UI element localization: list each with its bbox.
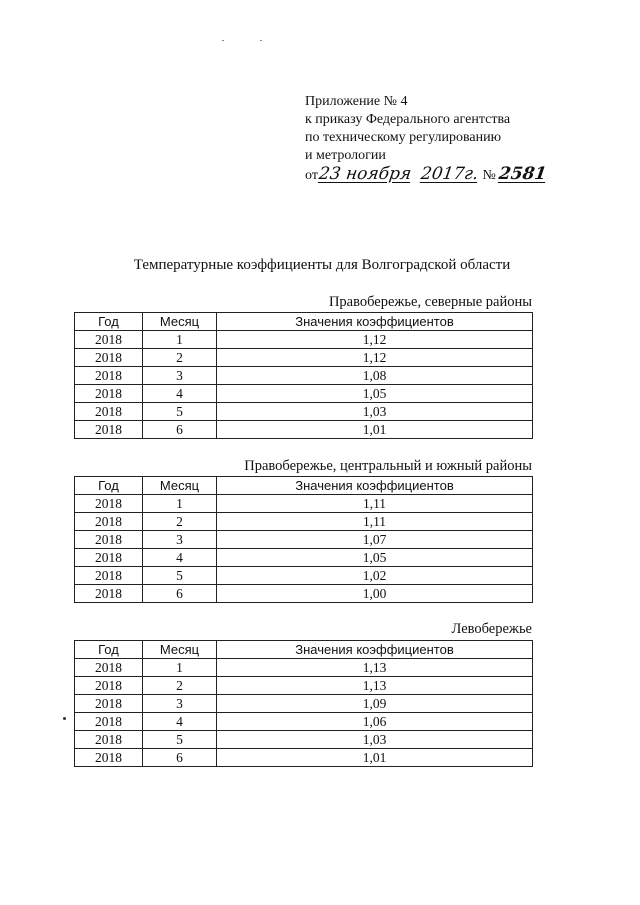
cell-year: 2018 — [75, 695, 143, 713]
table-row — [75, 421, 533, 439]
cell-value: 1,05 — [217, 385, 533, 403]
cell-year: 2018 — [75, 403, 143, 421]
cell-year: 2018 — [75, 585, 143, 603]
number-label: № — [482, 168, 496, 183]
cell-value: 1,06 — [217, 713, 533, 731]
appendix-line-3: по техническому регулированию — [305, 130, 502, 145]
cell-value: 1,03 — [217, 731, 533, 749]
header-year: Год — [75, 641, 143, 659]
table-row — [75, 531, 533, 549]
table-row — [75, 749, 533, 767]
cell-month: 6 — [143, 749, 217, 767]
header-month: Месяц — [143, 477, 217, 495]
table-row — [75, 549, 533, 567]
table-row — [75, 731, 533, 749]
header-year: Год — [75, 313, 143, 331]
cell-value: 1,13 — [217, 659, 533, 677]
cell-value: 1,03 — [217, 403, 533, 421]
section-label-north: Правобережье, северные районы — [328, 294, 532, 310]
cell-year: 2018 — [75, 731, 143, 749]
scan-speck — [260, 40, 262, 41]
cell-year: 2018 — [75, 349, 143, 367]
table-row — [75, 495, 533, 513]
cell-value: 1,09 — [217, 695, 533, 713]
cell-month: 5 — [143, 567, 217, 585]
coefficients-table-north — [74, 312, 533, 439]
section-label-left-bank: Левобережье — [451, 621, 532, 637]
scan-speck — [222, 40, 224, 41]
table-row — [75, 695, 533, 713]
cell-value: 1,12 — [217, 349, 533, 367]
table-row — [75, 403, 533, 421]
cell-year: 2018 — [75, 549, 143, 567]
cell-month: 2 — [143, 349, 217, 367]
table-row — [75, 513, 533, 531]
cell-year: 2018 — [75, 421, 143, 439]
table-row — [75, 713, 533, 731]
appendix-block — [305, 93, 546, 185]
cell-year: 2018 — [75, 331, 143, 349]
cell-value: 1,13 — [217, 677, 533, 695]
table-row — [75, 385, 533, 403]
header-month: Месяц — [143, 313, 217, 331]
header-value: Значения коэффициентов — [217, 641, 533, 659]
header-month: Месяц — [143, 641, 217, 659]
cell-month: 2 — [143, 677, 217, 695]
cell-month: 3 — [143, 695, 217, 713]
cell-month: 1 — [143, 331, 217, 349]
from-label: от — [305, 168, 318, 183]
table-row — [75, 567, 533, 585]
cell-value: 1,01 — [217, 421, 533, 439]
appendix-line-4: и метрологии — [305, 148, 386, 163]
table-row — [75, 585, 533, 603]
cell-month: 6 — [143, 421, 217, 439]
cell-month: 1 — [143, 495, 217, 513]
cell-month: 4 — [143, 385, 217, 403]
cell-year: 2018 — [75, 531, 143, 549]
table-row — [75, 349, 533, 367]
cell-value: 1,00 — [217, 585, 533, 603]
handwritten-order-number: 2581 — [497, 164, 548, 184]
table-row — [75, 659, 533, 677]
cell-value: 1,08 — [217, 367, 533, 385]
appendix-line-1: Приложение № 4 — [305, 94, 408, 109]
table-row — [75, 677, 533, 695]
cell-month: 3 — [143, 531, 217, 549]
handwritten-year: 2017г. — [419, 164, 480, 184]
scan-dot — [63, 717, 66, 720]
cell-month: 4 — [143, 713, 217, 731]
header-value: Значения коэффициентов — [217, 477, 533, 495]
table-header-row — [75, 313, 533, 331]
cell-month: 3 — [143, 367, 217, 385]
appendix-line-2: к приказу Федерального агентства — [305, 112, 511, 127]
cell-month: 5 — [143, 403, 217, 421]
cell-month: 2 — [143, 513, 217, 531]
cell-year: 2018 — [75, 367, 143, 385]
coefficients-table-central-south — [74, 476, 533, 603]
header-year: Год — [75, 477, 143, 495]
section-label-central-south: Правобережье, центральный и южный районы — [244, 458, 532, 474]
cell-month: 5 — [143, 731, 217, 749]
table-row — [75, 331, 533, 349]
cell-month: 1 — [143, 659, 217, 677]
coefficients-table-left-bank — [74, 640, 533, 767]
order-date-line — [305, 165, 546, 185]
document-title: Температурные коэффициенты для Волгоградской области — [133, 257, 511, 273]
table-header-row — [75, 641, 533, 659]
cell-value: 1,12 — [217, 331, 533, 349]
cell-year: 2018 — [75, 659, 143, 677]
handwritten-date: 23 ноября — [317, 164, 413, 184]
cell-year: 2018 — [75, 677, 143, 695]
cell-value: 1,05 — [217, 549, 533, 567]
cell-year: 2018 — [75, 385, 143, 403]
cell-value: 1,02 — [217, 567, 533, 585]
cell-year: 2018 — [75, 513, 143, 531]
cell-year: 2018 — [75, 495, 143, 513]
cell-value: 1,11 — [217, 495, 533, 513]
cell-year: 2018 — [75, 567, 143, 585]
table-row — [75, 367, 533, 385]
cell-value: 1,01 — [217, 749, 533, 767]
cell-value: 1,11 — [217, 513, 533, 531]
cell-year: 2018 — [75, 749, 143, 767]
cell-month: 6 — [143, 585, 217, 603]
cell-month: 4 — [143, 549, 217, 567]
cell-year: 2018 — [75, 713, 143, 731]
cell-value: 1,07 — [217, 531, 533, 549]
table-header-row — [75, 477, 533, 495]
header-value: Значения коэффициентов — [217, 313, 533, 331]
